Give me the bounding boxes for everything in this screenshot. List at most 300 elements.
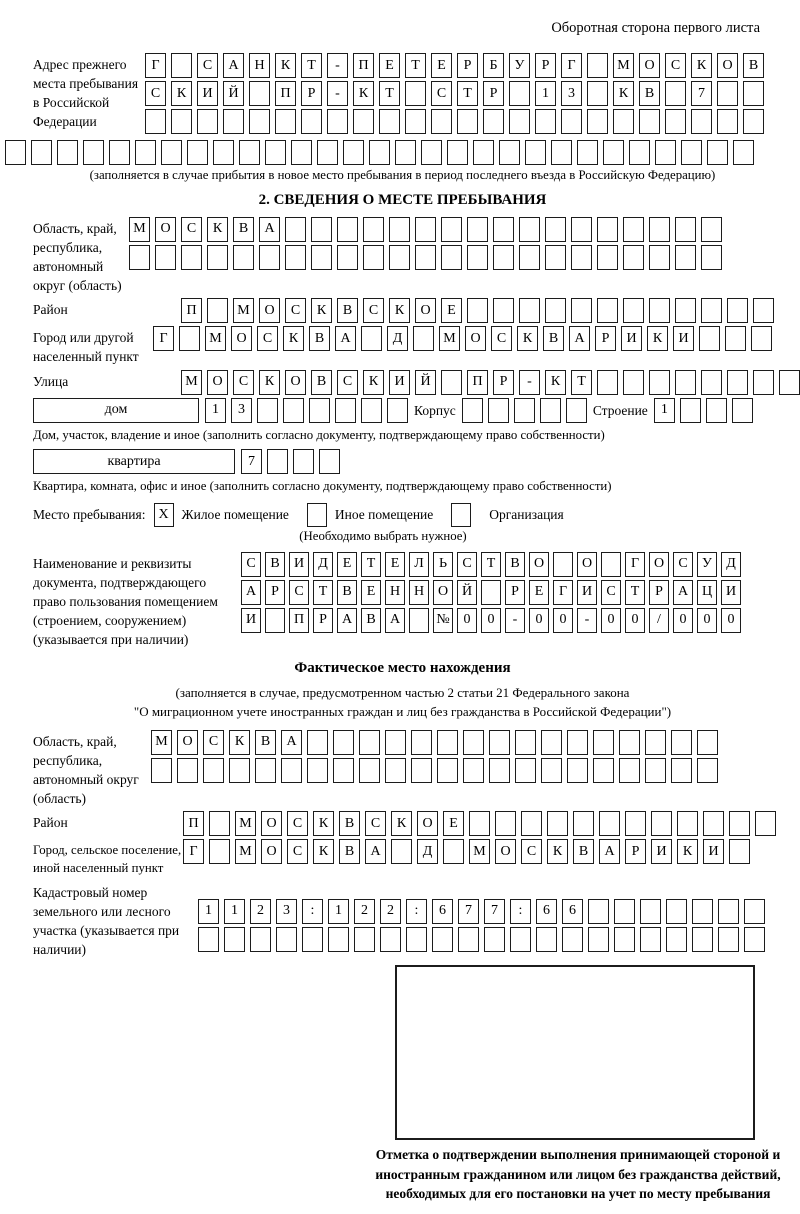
char-cell[interactable]: О — [259, 298, 280, 323]
char-cell[interactable]: С — [289, 580, 309, 605]
char-cell[interactable] — [645, 730, 666, 755]
char-cell[interactable]: Н — [249, 53, 270, 78]
char-cell[interactable]: Ь — [433, 552, 453, 577]
char-cell[interactable]: М — [129, 217, 150, 242]
char-cell[interactable]: О — [465, 326, 486, 351]
char-cell[interactable] — [354, 927, 375, 952]
char-cell[interactable] — [437, 758, 458, 783]
char-cell[interactable]: 0 — [721, 608, 741, 633]
char-cell[interactable] — [706, 398, 727, 423]
char-cell[interactable]: Д — [313, 552, 333, 577]
char-cell[interactable] — [649, 298, 670, 323]
char-cell[interactable] — [545, 245, 566, 270]
char-cell[interactable] — [562, 927, 583, 952]
char-cell[interactable]: : — [510, 899, 531, 924]
char-cell[interactable] — [281, 758, 302, 783]
char-cell[interactable]: И — [197, 81, 218, 106]
char-cell[interactable]: Л — [409, 552, 429, 577]
char-cell[interactable]: Т — [301, 53, 322, 78]
char-cell[interactable]: Е — [529, 580, 549, 605]
char-cell[interactable] — [337, 217, 358, 242]
char-cell[interactable] — [601, 552, 621, 577]
char-cell[interactable]: П — [353, 53, 374, 78]
char-cell[interactable]: А — [365, 839, 386, 864]
char-cell[interactable]: В — [543, 326, 564, 351]
char-cell[interactable] — [629, 140, 650, 165]
char-cell[interactable]: 0 — [697, 608, 717, 633]
char-cell[interactable]: Р — [535, 53, 556, 78]
char-cell[interactable] — [540, 398, 561, 423]
char-cell[interactable]: О — [155, 217, 176, 242]
char-cell[interactable]: 0 — [625, 608, 645, 633]
char-cell[interactable]: С — [665, 53, 686, 78]
char-cell[interactable]: К — [259, 370, 280, 395]
char-cell[interactable]: О — [639, 53, 660, 78]
char-cell[interactable] — [493, 245, 514, 270]
char-cell[interactable]: Г — [625, 552, 645, 577]
char-cell[interactable] — [725, 326, 746, 351]
char-cell[interactable] — [309, 398, 330, 423]
char-cell[interactable]: Н — [409, 580, 429, 605]
char-cell[interactable] — [587, 109, 608, 134]
char-cell[interactable] — [536, 927, 557, 952]
char-cell[interactable] — [701, 245, 722, 270]
char-cell[interactable]: С — [203, 730, 224, 755]
char-cell[interactable]: - — [519, 370, 540, 395]
char-cell[interactable]: С — [363, 298, 384, 323]
char-cell[interactable] — [666, 899, 687, 924]
char-cell[interactable]: 1 — [535, 81, 556, 106]
char-cell[interactable]: 6 — [536, 899, 557, 924]
char-cell[interactable] — [697, 730, 718, 755]
char-cell[interactable]: О — [415, 298, 436, 323]
char-cell[interactable] — [171, 109, 192, 134]
char-cell[interactable]: Д — [387, 326, 408, 351]
char-cell[interactable]: О — [649, 552, 669, 577]
char-cell[interactable] — [541, 758, 562, 783]
char-cell[interactable] — [293, 449, 314, 474]
char-cell[interactable] — [265, 140, 286, 165]
char-cell[interactable]: К — [677, 839, 698, 864]
char-cell[interactable] — [567, 730, 588, 755]
char-cell[interactable] — [343, 140, 364, 165]
char-cell[interactable]: Г — [145, 53, 166, 78]
char-cell[interactable]: И — [651, 839, 672, 864]
char-cell[interactable] — [675, 298, 696, 323]
char-cell[interactable]: П — [289, 608, 309, 633]
char-cell[interactable] — [441, 217, 462, 242]
char-cell[interactable] — [447, 140, 468, 165]
char-cell[interactable] — [571, 217, 592, 242]
char-cell[interactable]: П — [183, 811, 204, 836]
char-cell[interactable] — [623, 298, 644, 323]
char-cell[interactable] — [671, 758, 692, 783]
char-cell[interactable]: В — [505, 552, 525, 577]
char-cell[interactable] — [541, 730, 562, 755]
char-cell[interactable] — [525, 140, 546, 165]
char-cell[interactable]: А — [241, 580, 261, 605]
char-cell[interactable]: О — [207, 370, 228, 395]
char-cell[interactable] — [515, 758, 536, 783]
char-cell[interactable] — [681, 140, 702, 165]
char-cell[interactable]: С — [365, 811, 386, 836]
char-cell[interactable] — [489, 758, 510, 783]
char-cell[interactable] — [224, 927, 245, 952]
char-cell[interactable] — [209, 811, 230, 836]
char-cell[interactable] — [597, 370, 618, 395]
char-cell[interactable] — [551, 140, 572, 165]
char-cell[interactable] — [593, 730, 614, 755]
char-cell[interactable] — [553, 552, 573, 577]
char-cell[interactable]: Е — [361, 580, 381, 605]
char-cell[interactable] — [727, 298, 748, 323]
char-cell[interactable] — [361, 398, 382, 423]
char-cell[interactable]: С — [601, 580, 621, 605]
char-cell[interactable]: С — [233, 370, 254, 395]
char-cell[interactable] — [743, 109, 764, 134]
char-cell[interactable]: В — [339, 811, 360, 836]
char-cell[interactable]: 3 — [561, 81, 582, 106]
char-cell[interactable]: Р — [595, 326, 616, 351]
char-cell[interactable] — [640, 927, 661, 952]
char-cell[interactable]: К — [353, 81, 374, 106]
char-cell[interactable]: К — [389, 298, 410, 323]
char-cell[interactable]: Т — [405, 53, 426, 78]
char-cell[interactable]: С — [287, 839, 308, 864]
char-cell[interactable]: М — [151, 730, 172, 755]
char-cell[interactable] — [571, 245, 592, 270]
char-cell[interactable] — [379, 109, 400, 134]
char-cell[interactable] — [239, 140, 260, 165]
char-cell[interactable] — [597, 217, 618, 242]
char-cell[interactable] — [229, 758, 250, 783]
char-cell[interactable] — [483, 109, 504, 134]
char-cell[interactable] — [207, 245, 228, 270]
char-cell[interactable]: Т — [481, 552, 501, 577]
char-cell[interactable]: Т — [313, 580, 333, 605]
char-cell[interactable] — [619, 730, 640, 755]
char-cell[interactable]: В — [337, 580, 357, 605]
char-cell[interactable]: О — [285, 370, 306, 395]
char-cell[interactable] — [640, 899, 661, 924]
char-cell[interactable] — [353, 109, 374, 134]
char-cell[interactable] — [573, 811, 594, 836]
char-cell[interactable]: О — [577, 552, 597, 577]
char-cell[interactable]: К — [613, 81, 634, 106]
char-cell[interactable]: 0 — [457, 608, 477, 633]
char-cell[interactable] — [411, 730, 432, 755]
char-cell[interactable]: К — [517, 326, 538, 351]
char-cell[interactable] — [619, 758, 640, 783]
char-cell[interactable] — [463, 758, 484, 783]
char-cell[interactable] — [489, 730, 510, 755]
char-cell[interactable] — [458, 927, 479, 952]
char-cell[interactable] — [717, 109, 738, 134]
char-cell[interactable]: Е — [337, 552, 357, 577]
char-cell[interactable] — [328, 927, 349, 952]
char-cell[interactable]: К — [313, 811, 334, 836]
char-cell[interactable] — [473, 140, 494, 165]
char-cell[interactable]: Г — [553, 580, 573, 605]
char-cell[interactable]: Р — [313, 608, 333, 633]
char-cell[interactable] — [135, 140, 156, 165]
char-cell[interactable]: В — [573, 839, 594, 864]
char-cell[interactable] — [327, 109, 348, 134]
char-cell[interactable] — [623, 217, 644, 242]
char-cell[interactable]: С — [431, 81, 452, 106]
char-cell[interactable]: И — [721, 580, 741, 605]
char-cell[interactable]: О — [717, 53, 738, 78]
char-cell[interactable] — [729, 839, 750, 864]
char-cell[interactable]: 7 — [241, 449, 262, 474]
char-cell[interactable]: Д — [721, 552, 741, 577]
char-cell[interactable] — [697, 758, 718, 783]
char-cell[interactable]: М — [181, 370, 202, 395]
char-cell[interactable]: К — [363, 370, 384, 395]
char-cell[interactable] — [431, 109, 452, 134]
char-cell[interactable] — [467, 245, 488, 270]
char-cell[interactable] — [547, 811, 568, 836]
char-cell[interactable] — [675, 370, 696, 395]
char-cell[interactable] — [587, 53, 608, 78]
char-cell[interactable]: А — [259, 217, 280, 242]
char-cell[interactable] — [209, 839, 230, 864]
char-cell[interactable] — [415, 217, 436, 242]
char-cell[interactable] — [213, 140, 234, 165]
char-cell[interactable] — [463, 730, 484, 755]
char-cell[interactable]: П — [181, 298, 202, 323]
char-cell[interactable] — [603, 140, 624, 165]
char-cell[interactable] — [333, 758, 354, 783]
char-cell[interactable] — [733, 140, 754, 165]
char-cell[interactable] — [363, 217, 384, 242]
char-cell[interactable] — [249, 81, 270, 106]
char-cell[interactable]: В — [361, 608, 381, 633]
char-cell[interactable]: Й — [415, 370, 436, 395]
char-cell[interactable]: С — [337, 370, 358, 395]
char-cell[interactable]: С — [673, 552, 693, 577]
char-cell[interactable]: С — [287, 811, 308, 836]
char-cell[interactable] — [744, 899, 765, 924]
char-cell[interactable] — [311, 245, 332, 270]
char-cell[interactable] — [755, 811, 776, 836]
char-cell[interactable] — [83, 140, 104, 165]
char-cell[interactable]: Г — [183, 839, 204, 864]
char-cell[interactable] — [677, 811, 698, 836]
char-cell[interactable] — [432, 927, 453, 952]
char-cell[interactable]: У — [509, 53, 530, 78]
char-cell[interactable] — [599, 811, 620, 836]
char-cell[interactable]: А — [673, 580, 693, 605]
char-cell[interactable] — [179, 326, 200, 351]
char-cell[interactable] — [250, 927, 271, 952]
char-cell[interactable]: Д — [417, 839, 438, 864]
char-cell[interactable] — [411, 758, 432, 783]
char-cell[interactable]: Т — [361, 552, 381, 577]
char-cell[interactable]: 7 — [484, 899, 505, 924]
char-cell[interactable] — [177, 758, 198, 783]
char-cell[interactable] — [732, 398, 753, 423]
char-cell[interactable] — [509, 81, 530, 106]
char-cell[interactable] — [369, 140, 390, 165]
char-cell[interactable]: Т — [379, 81, 400, 106]
char-cell[interactable]: К — [275, 53, 296, 78]
char-cell[interactable]: 1 — [224, 899, 245, 924]
char-cell[interactable] — [666, 927, 687, 952]
char-cell[interactable]: 0 — [601, 608, 621, 633]
char-cell[interactable]: А — [599, 839, 620, 864]
char-cell[interactable]: О — [417, 811, 438, 836]
organization-checkbox[interactable] — [451, 503, 471, 527]
char-cell[interactable] — [588, 927, 609, 952]
char-cell[interactable] — [267, 449, 288, 474]
char-cell[interactable]: К — [171, 81, 192, 106]
char-cell[interactable] — [729, 811, 750, 836]
char-cell[interactable] — [405, 81, 426, 106]
char-cell[interactable]: М — [613, 53, 634, 78]
char-cell[interactable] — [443, 839, 464, 864]
char-cell[interactable] — [675, 217, 696, 242]
char-cell[interactable]: В — [639, 81, 660, 106]
char-cell[interactable] — [457, 109, 478, 134]
char-cell[interactable]: И — [621, 326, 642, 351]
char-cell[interactable]: 3 — [276, 899, 297, 924]
char-cell[interactable]: : — [302, 899, 323, 924]
char-cell[interactable]: 7 — [691, 81, 712, 106]
char-cell[interactable]: 2 — [380, 899, 401, 924]
char-cell[interactable]: М — [469, 839, 490, 864]
char-cell[interactable] — [255, 758, 276, 783]
char-cell[interactable]: К — [313, 839, 334, 864]
char-cell[interactable] — [413, 326, 434, 351]
char-cell[interactable] — [614, 899, 635, 924]
char-cell[interactable] — [285, 217, 306, 242]
char-cell[interactable] — [753, 298, 774, 323]
char-cell[interactable] — [311, 217, 332, 242]
char-cell[interactable] — [380, 927, 401, 952]
char-cell[interactable]: К — [647, 326, 668, 351]
char-cell[interactable]: Р — [649, 580, 669, 605]
char-cell[interactable] — [307, 758, 328, 783]
char-cell[interactable] — [57, 140, 78, 165]
char-cell[interactable]: И — [673, 326, 694, 351]
char-cell[interactable]: Й — [223, 81, 244, 106]
char-cell[interactable] — [613, 109, 634, 134]
char-cell[interactable]: С — [181, 217, 202, 242]
char-cell[interactable] — [129, 245, 150, 270]
char-cell[interactable] — [421, 140, 442, 165]
char-cell[interactable] — [335, 398, 356, 423]
char-cell[interactable] — [319, 449, 340, 474]
char-cell[interactable] — [257, 398, 278, 423]
char-cell[interactable]: Н — [385, 580, 405, 605]
char-cell[interactable] — [317, 140, 338, 165]
char-cell[interactable]: Е — [385, 552, 405, 577]
char-cell[interactable] — [510, 927, 531, 952]
char-cell[interactable] — [493, 298, 514, 323]
char-cell[interactable]: И — [389, 370, 410, 395]
other-premises-checkbox[interactable] — [307, 503, 327, 527]
char-cell[interactable] — [545, 217, 566, 242]
char-cell[interactable]: - — [327, 53, 348, 78]
char-cell[interactable]: А — [337, 608, 357, 633]
char-cell[interactable]: В — [337, 298, 358, 323]
char-cell[interactable]: А — [569, 326, 590, 351]
char-cell[interactable] — [409, 608, 429, 633]
char-cell[interactable] — [395, 140, 416, 165]
char-cell[interactable]: К — [207, 217, 228, 242]
char-cell[interactable]: - — [327, 81, 348, 106]
char-cell[interactable] — [566, 398, 587, 423]
char-cell[interactable]: К — [545, 370, 566, 395]
char-cell[interactable] — [307, 730, 328, 755]
char-cell[interactable] — [385, 730, 406, 755]
char-cell[interactable] — [363, 245, 384, 270]
char-cell[interactable] — [223, 109, 244, 134]
char-cell[interactable] — [493, 217, 514, 242]
char-cell[interactable]: К — [547, 839, 568, 864]
char-cell[interactable]: К — [283, 326, 304, 351]
char-cell[interactable] — [588, 899, 609, 924]
char-cell[interactable]: Р — [625, 839, 646, 864]
char-cell[interactable]: 2 — [354, 899, 375, 924]
char-cell[interactable] — [521, 811, 542, 836]
char-cell[interactable] — [437, 730, 458, 755]
char-cell[interactable] — [701, 217, 722, 242]
char-cell[interactable] — [519, 245, 540, 270]
char-cell[interactable]: 1 — [205, 398, 226, 423]
char-cell[interactable] — [753, 370, 774, 395]
char-cell[interactable]: Р — [493, 370, 514, 395]
char-cell[interactable]: Е — [443, 811, 464, 836]
char-cell[interactable] — [406, 927, 427, 952]
char-cell[interactable] — [743, 81, 764, 106]
char-cell[interactable] — [259, 245, 280, 270]
char-cell[interactable]: Ц — [697, 580, 717, 605]
char-cell[interactable]: 3 — [231, 398, 252, 423]
char-cell[interactable]: / — [649, 608, 669, 633]
char-cell[interactable] — [665, 81, 686, 106]
char-cell[interactable]: К — [311, 298, 332, 323]
char-cell[interactable]: В — [265, 552, 285, 577]
char-cell[interactable] — [333, 730, 354, 755]
char-cell[interactable] — [597, 298, 618, 323]
char-cell[interactable] — [467, 217, 488, 242]
char-cell[interactable]: В — [255, 730, 276, 755]
char-cell[interactable] — [509, 109, 530, 134]
char-cell[interactable] — [469, 811, 490, 836]
char-cell[interactable]: К — [229, 730, 250, 755]
char-cell[interactable]: Г — [561, 53, 582, 78]
char-cell[interactable] — [707, 140, 728, 165]
char-cell[interactable] — [718, 927, 739, 952]
char-cell[interactable] — [359, 730, 380, 755]
char-cell[interactable] — [718, 899, 739, 924]
char-cell[interactable]: О — [261, 811, 282, 836]
char-cell[interactable] — [361, 326, 382, 351]
char-cell[interactable] — [699, 326, 720, 351]
char-cell[interactable]: Т — [625, 580, 645, 605]
char-cell[interactable]: В — [339, 839, 360, 864]
char-cell[interactable] — [109, 140, 130, 165]
char-cell[interactable] — [389, 245, 410, 270]
char-cell[interactable] — [717, 81, 738, 106]
char-cell[interactable]: Г — [153, 326, 174, 351]
char-cell[interactable] — [197, 109, 218, 134]
char-cell[interactable]: С — [521, 839, 542, 864]
char-cell[interactable] — [441, 245, 462, 270]
char-cell[interactable]: 0 — [553, 608, 573, 633]
